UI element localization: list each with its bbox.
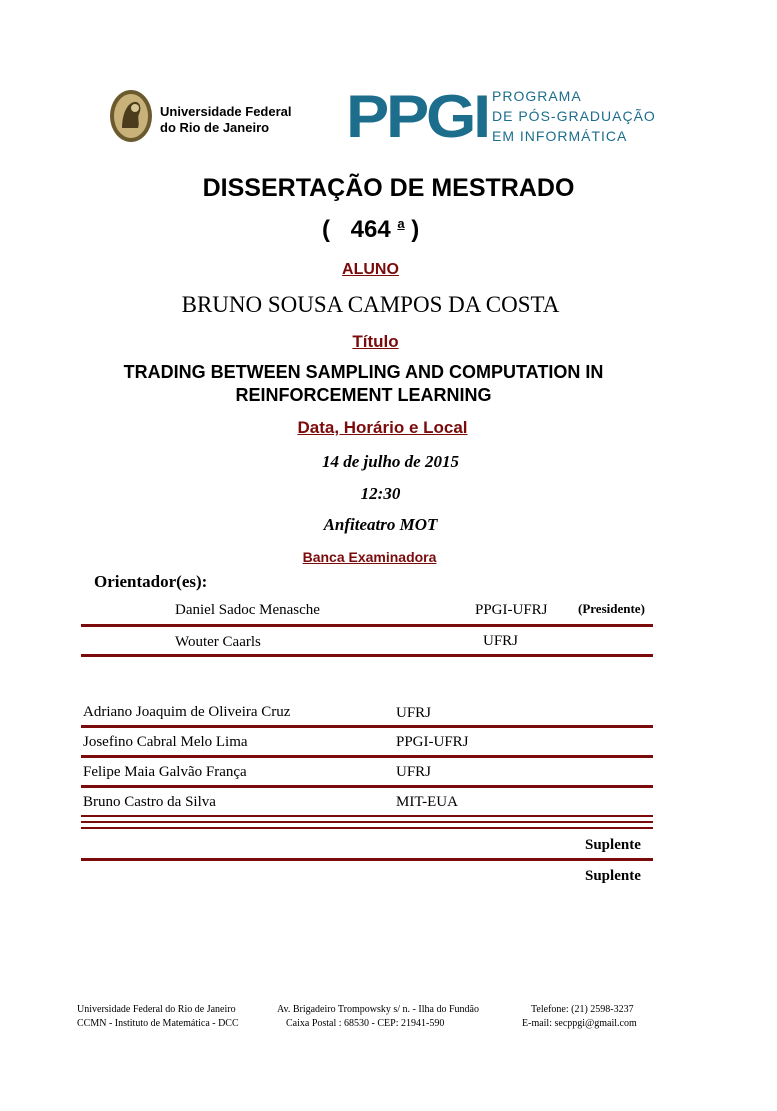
ppgi-name-line3: EM INFORMÁTICA — [492, 128, 628, 144]
ppgi-name-line2: DE PÓS-GRADUAÇÃO — [492, 108, 656, 124]
footer-postal: Caixa Postal : 68530 - CEP: 21941-590 — [286, 1018, 445, 1029]
divider-line — [81, 624, 653, 627]
thesis-title-line1: TRADING BETWEEN SAMPLING AND COMPUTATION IN — [123, 362, 604, 382]
ufrj-name-line1: Universidade Federal — [160, 104, 292, 119]
substitute-label: Suplente — [585, 868, 641, 884]
number-value: 464 — [350, 216, 391, 243]
advisor-institution: UFRJ — [483, 633, 519, 649]
member-name: Josefino Cabral Melo Lima — [83, 734, 248, 750]
student-name: BRUNO SOUSA CAMPOS DA COSTA — [181, 292, 560, 317]
advisor-institution: PPGI-UFRJ — [475, 602, 548, 618]
footer-university: Universidade Federal do Rio de Janeiro — [77, 1004, 236, 1015]
member-name: Felipe Maia Galvão França — [83, 764, 247, 780]
document-title: DISSERTAÇÃO DE MESTRADO — [202, 174, 575, 202]
advisor-role: (Presidente) — [578, 601, 645, 616]
number-open-paren: ( — [322, 216, 330, 243]
divider-line — [81, 785, 653, 788]
advisor-name: Wouter Caarls — [175, 634, 261, 650]
member-institution: MIT-EUA — [396, 794, 458, 810]
ppgi-name-line1: PROGRAMA — [492, 88, 582, 104]
divider-line — [81, 858, 653, 861]
schedule-heading: Data, Horário e Local — [297, 418, 468, 437]
defense-time: 12:30 — [360, 484, 401, 503]
ppgi-logo — [346, 83, 656, 150]
defense-location: Anfiteatro MOT — [323, 515, 438, 534]
member-name: Adriano Joaquim de Oliveira Cruz — [83, 704, 291, 720]
footer-institute: CCMN - Instituto de Matemática - DCC — [77, 1018, 239, 1029]
member-institution: UFRJ — [396, 705, 432, 721]
dissertation-number — [322, 216, 419, 244]
ufrj-seal-icon — [108, 88, 154, 144]
substitute-label: Suplente — [585, 837, 641, 853]
divider-line — [81, 815, 653, 817]
footer-email: E-mail: secppgi@gmail.com — [522, 1018, 637, 1029]
ufrj-name-line2: do Rio de Janeiro — [160, 120, 270, 135]
divider-line — [81, 827, 653, 829]
number-close-paren: ) — [411, 216, 420, 243]
member-institution: UFRJ — [396, 764, 432, 780]
ppgi-wordmark: PPGI — [346, 83, 488, 150]
footer-address: Av. Brigadeiro Trompowsky s/ n. - Ilha do Fundão — [277, 1004, 479, 1015]
divider-line — [81, 725, 653, 728]
title-heading: Título — [352, 332, 399, 351]
divider-line — [81, 821, 653, 823]
ufrj-logo — [108, 88, 298, 144]
advisor-name: Daniel Sadoc Menasche — [175, 602, 320, 618]
divider-line — [81, 654, 653, 657]
committee-heading: Banca Examinadora — [302, 549, 437, 565]
member-name: Bruno Castro da Silva — [83, 794, 216, 810]
footer-phone: Telefone: (21) 2598-3237 — [531, 1004, 634, 1015]
thesis-title-line2: REINFORCEMENT LEARNING — [235, 385, 492, 405]
student-heading: ALUNO — [342, 261, 399, 278]
divider-line — [81, 755, 653, 758]
member-institution: PPGI-UFRJ — [396, 734, 469, 750]
number-superscript: a — [397, 216, 405, 231]
defense-date: 14 de julho de 2015 — [322, 452, 459, 471]
advisors-label: Orientador(es): — [94, 572, 208, 591]
